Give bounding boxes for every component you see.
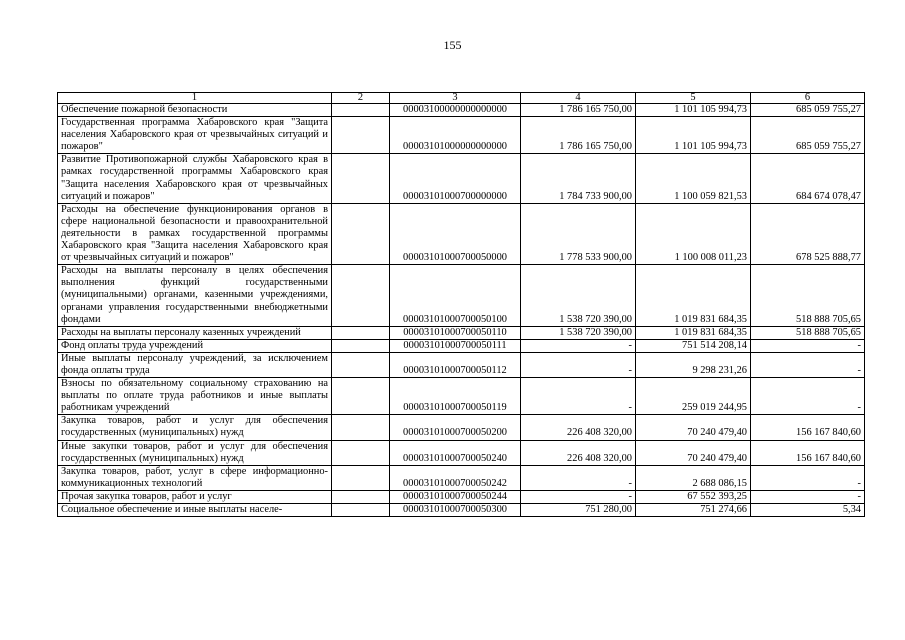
table-row [58,154,865,203]
table-row [58,265,865,326]
row-value-4: - [521,465,636,490]
column-header-3: 3 [390,93,521,104]
column-header-1: 1 [58,93,332,104]
row-name: Государственная программа Хабаровского края "Защита населения Хабаровского края от чрезвычайных ситуаций и пожаров" [58,117,332,154]
row-code: 00003101000700050000 [390,203,521,264]
row-name: Обеспечение пожарной безопасности [58,104,332,117]
column-header-row [58,93,865,104]
table-row [58,490,865,503]
row-col2 [332,203,390,264]
row-value-6: 685 059 755,27 [751,117,865,154]
row-value-5: 1 019 831 684,35 [636,265,751,326]
row-value-6: - [751,339,865,352]
row-name: Расходы на обеспечение функционирования органов в сфере национальной безопасности и правоохранительной деятельности в рамках государственной программы Хабаровского края "Защита населения Хабаровского края от чрезвычайных ситуаций и пожаров" [58,203,332,264]
row-code: 00003101000000000000 [390,117,521,154]
row-value-5: 1 019 831 684,35 [636,326,751,339]
row-name: Расходы на выплаты персоналу казенных учреждений [58,326,332,339]
column-header-6: 6 [751,93,865,104]
row-value-5: 1 101 105 994,73 [636,117,751,154]
row-col2 [332,440,390,465]
row-name: Расходы на выплаты персоналу в целях обеспечения выполнения функций государственными (муниципальными) органами, казенными учреждениями, органами управления государственными внебюджетными фондами [58,265,332,326]
row-code: 00003101000700050111 [390,339,521,352]
row-code: 00003101000700000000 [390,154,521,203]
budget-table [57,92,865,517]
row-value-4: 1 786 165 750,00 [521,117,636,154]
row-col2 [332,490,390,503]
row-name: Взносы по обязательному социальному страхованию на выплаты по оплате труда работников и иные выплаты работникам учреждений [58,378,332,415]
row-value-4: - [521,352,636,377]
row-code: 00003101000700050200 [390,415,521,440]
page-number: 155 [443,38,462,52]
row-code: 00003101000700050100 [390,265,521,326]
row-value-5: 70 240 479,40 [636,440,751,465]
row-name: Развитие Противопожарной службы Хабаровского края в рамках государственной программы Хабаровского края "Защита населения Хабаровского края от чрезвычайных ситуаций и пожаров" [58,154,332,203]
row-value-6: 678 525 888,77 [751,203,865,264]
row-value-5: 67 552 393,25 [636,490,751,503]
row-value-4: 1 784 733 900,00 [521,154,636,203]
row-code: 00003101000700050244 [390,490,521,503]
row-code: 00003101000700050300 [390,504,521,517]
table-row [58,104,865,117]
column-header-2: 2 [332,93,390,104]
row-value-4: 226 408 320,00 [521,415,636,440]
row-value-6: 518 888 705,65 [751,265,865,326]
table-row [58,440,865,465]
row-name: Закупка товаров, работ, услуг в сфере информационно-коммуникационных технологий [58,465,332,490]
row-name: Иные выплаты персоналу учреждений, за исключением фонда оплаты труда [58,352,332,377]
table-row [58,339,865,352]
budget-table-body [58,93,865,517]
table-row [58,352,865,377]
row-col2 [332,265,390,326]
row-name: Прочая закупка товаров, работ и услуг [58,490,332,503]
row-col2 [332,465,390,490]
row-value-5: 9 298 231,26 [636,352,751,377]
row-value-4: 1 538 720 390,00 [521,326,636,339]
row-name: Фонд оплаты труда учреждений [58,339,332,352]
row-value-4: 751 280,00 [521,504,636,517]
table-row [58,415,865,440]
row-col2 [332,154,390,203]
column-header-4: 4 [521,93,636,104]
row-name: Иные закупки товаров, работ и услуг для обеспечения государственных (муниципальных) нужд [58,440,332,465]
row-name: Социальное обеспечение и иные выплаты населе- [58,504,332,517]
row-value-6: 685 059 755,27 [751,104,865,117]
row-value-6: 5,34 [751,504,865,517]
row-col2 [332,352,390,377]
row-value-4: - [521,378,636,415]
row-value-6: 518 888 705,65 [751,326,865,339]
row-value-5: 751 514 208,14 [636,339,751,352]
row-value-6: 684 674 078,47 [751,154,865,203]
table-row [58,465,865,490]
row-col2 [332,504,390,517]
table-row [58,203,865,264]
row-col2 [332,415,390,440]
row-value-4: 226 408 320,00 [521,440,636,465]
row-value-6: - [751,378,865,415]
row-code: 00003101000700050110 [390,326,521,339]
row-value-4: 1 778 533 900,00 [521,203,636,264]
table-row [58,504,865,517]
row-col2 [332,117,390,154]
row-value-6: 156 167 840,60 [751,415,865,440]
row-name: Закупка товаров, работ и услуг для обеспечения государственных (муниципальных) нужд [58,415,332,440]
row-code: 00003101000700050240 [390,440,521,465]
row-col2 [332,104,390,117]
row-code: 00003101000700050112 [390,352,521,377]
row-value-5: 1 100 008 011,23 [636,203,751,264]
row-value-5: 751 274,66 [636,504,751,517]
row-value-4: 1 786 165 750,00 [521,104,636,117]
row-value-6: - [751,490,865,503]
row-value-6: 156 167 840,60 [751,440,865,465]
table-row [58,378,865,415]
row-value-5: 259 019 244,95 [636,378,751,415]
column-header-5: 5 [636,93,751,104]
row-value-4: - [521,490,636,503]
row-value-4: - [521,339,636,352]
row-value-6: - [751,352,865,377]
row-value-4: 1 538 720 390,00 [521,265,636,326]
row-value-5: 70 240 479,40 [636,415,751,440]
row-col2 [332,378,390,415]
row-code: 00003101000700050242 [390,465,521,490]
row-col2 [332,326,390,339]
row-value-5: 1 101 105 994,73 [636,104,751,117]
table-row [58,117,865,154]
table-row [58,326,865,339]
row-value-6: - [751,465,865,490]
row-code: 00003101000700050119 [390,378,521,415]
row-code: 00003100000000000000 [390,104,521,117]
row-col2 [332,339,390,352]
row-value-5: 2 688 086,15 [636,465,751,490]
row-value-5: 1 100 059 821,53 [636,154,751,203]
